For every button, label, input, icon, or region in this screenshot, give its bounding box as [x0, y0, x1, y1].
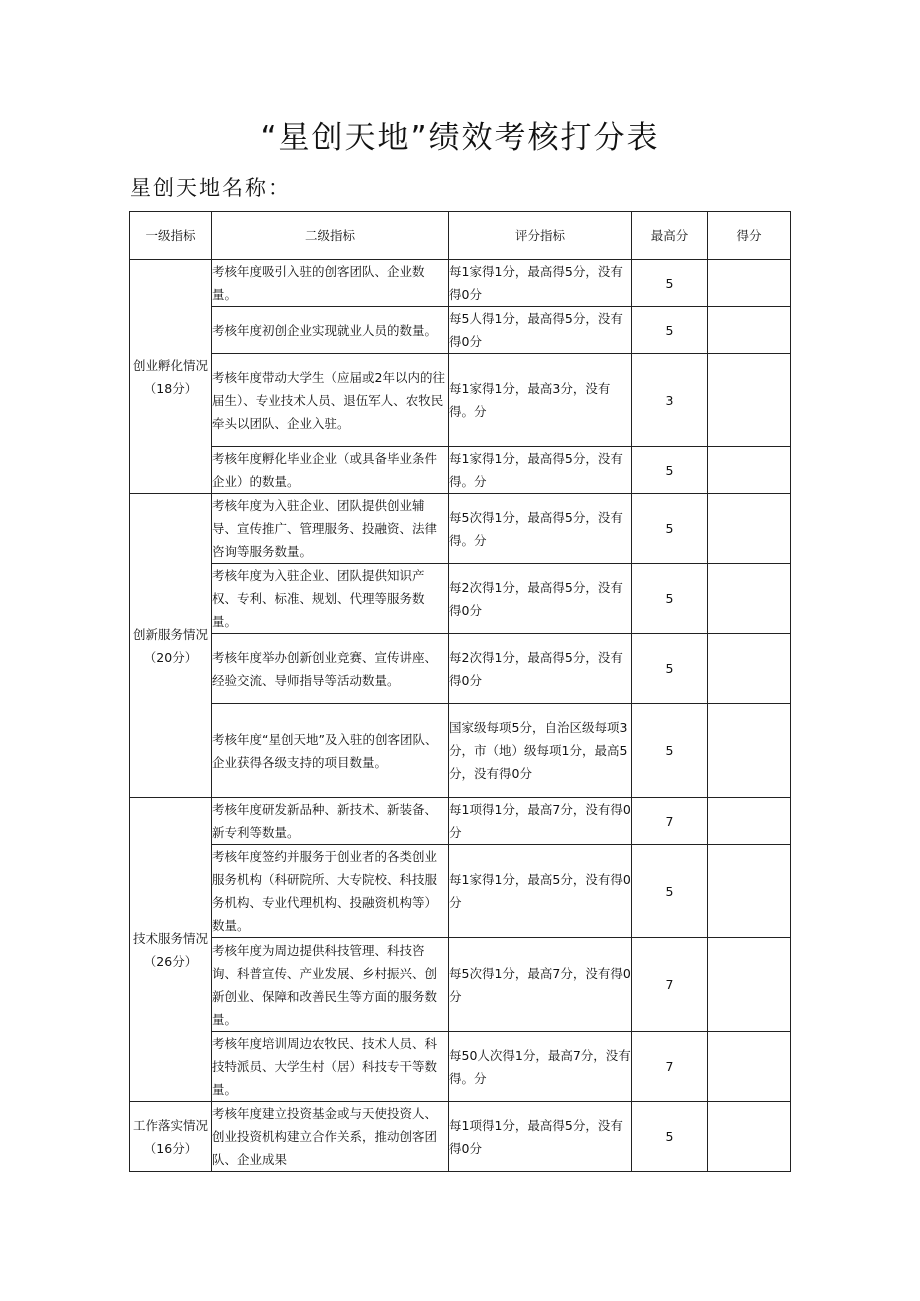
level1-cell: 技术服务情况（26分） — [130, 798, 212, 1102]
indicator-cell: 考核年度孵化毕业企业（或具备毕业条件企业）的数量。 — [212, 447, 449, 494]
table-row — [130, 447, 791, 494]
indicator-cell: 考核年度签约并服务于创业者的各类创业服务机构（科研院所、大专院校、科技服务机构、专业代理机构、投融资机构等）数量。 — [212, 845, 449, 938]
header-row — [130, 212, 791, 260]
max-score-cell: 5 — [632, 634, 708, 704]
max-score-cell: 7 — [632, 798, 708, 845]
level1-cell: 创业孵化情况（18分） — [130, 260, 212, 494]
indicator-cell: 考核年度吸引入驻的创客团队、企业数量。 — [212, 260, 449, 307]
max-score-cell: 7 — [632, 1032, 708, 1102]
max-score-cell: 5 — [632, 1102, 708, 1172]
score-input-cell[interactable] — [708, 938, 791, 1032]
table-row — [130, 938, 791, 1032]
criteria-cell: 每2次得1分，最高得5分，没有得0分 — [449, 634, 632, 704]
max-score-cell: 5 — [632, 307, 708, 354]
score-input-cell[interactable] — [708, 260, 791, 307]
score-input-cell[interactable] — [708, 798, 791, 845]
criteria-cell: 每5次得1分，最高得5分，没有得。分 — [449, 494, 632, 564]
table-row — [130, 307, 791, 354]
table-row — [130, 1032, 791, 1102]
criteria-cell: 每1家得1分，最高得5分，没有得。分 — [449, 447, 632, 494]
criteria-cell: 每1项得1分，最高得5分，没有得0分 — [449, 1102, 632, 1172]
max-score-cell: 5 — [632, 447, 708, 494]
criteria-cell: 每2次得1分，最高得5分，没有得0分 — [449, 564, 632, 634]
indicator-cell: 考核年度“星创天地”及入驻的创客团队、企业获得各级支持的项目数量。 — [212, 704, 449, 798]
level1-cell: 工作落实情况（16分） — [130, 1102, 212, 1172]
indicator-cell: 考核年度举办创新创业竞赛、宣传讲座、经验交流、导师指导等活动数量。 — [212, 634, 449, 704]
indicator-cell: 考核年度为周边提供科技管理、科技咨询、科普宣传、产业发展、乡村振兴、创新创业、保障和改善民生等方面的服务数量。 — [212, 938, 449, 1032]
table-row — [130, 564, 791, 634]
score-input-cell[interactable] — [708, 307, 791, 354]
indicator-cell: 考核年度初创企业实现就业人员的数量。 — [212, 307, 449, 354]
indicator-cell: 考核年度为入驻企业、团队提供知识产权、专利、标准、规划、代理等服务数量。 — [212, 564, 449, 634]
indicator-cell: 考核年度建立投资基金或与天使投资人、创业投资机构建立合作关系，推动创客团队、企业成果 — [212, 1102, 449, 1172]
score-input-cell[interactable] — [708, 447, 791, 494]
table-row — [130, 798, 791, 845]
max-score-cell: 5 — [632, 845, 708, 938]
indicator-cell: 考核年度培训周边农牧民、技术人员、科技特派员、大学生村（居）科技专干等数量。 — [212, 1032, 449, 1102]
table-row — [130, 494, 791, 564]
score-input-cell[interactable] — [708, 494, 791, 564]
indicator-cell: 考核年度为入驻企业、团队提供创业辅导、宣传推广、管理服务、投融资、法律咨询等服务数量。 — [212, 494, 449, 564]
score-input-cell[interactable] — [708, 1102, 791, 1172]
criteria-cell: 国家级每项5分，自治区级每项3分，市（地）级每项1分，最高5分，没有得0分 — [449, 704, 632, 798]
header-criteria: 评分指标 — [449, 212, 632, 260]
criteria-cell: 每1家得1分，最高得5分，没有得0分 — [449, 260, 632, 307]
criteria-cell: 每5次得1分，最高7分，没有得0分 — [449, 938, 632, 1032]
score-input-cell[interactable] — [708, 634, 791, 704]
criteria-cell: 每1项得1分，最高7分，没有得0分 — [449, 798, 632, 845]
name-label: 星创天地名称： — [130, 176, 291, 200]
table-row — [130, 845, 791, 938]
max-score-cell: 5 — [632, 704, 708, 798]
score-input-cell[interactable] — [708, 354, 791, 447]
table-row — [130, 354, 791, 447]
table-row — [130, 260, 791, 307]
level1-cell: 创新服务情况（20分） — [130, 494, 212, 798]
score-input-cell[interactable] — [708, 1032, 791, 1102]
table-row — [130, 704, 791, 798]
table-row — [130, 1102, 791, 1172]
max-score-cell: 7 — [632, 938, 708, 1032]
header-level1: 一级指标 — [130, 212, 212, 260]
score-table — [129, 211, 791, 1172]
table-row — [130, 634, 791, 704]
criteria-cell: 每1家得1分，最高5分，没有得0分 — [449, 845, 632, 938]
criteria-cell: 每5人得1分，最高得5分，没有得0分 — [449, 307, 632, 354]
indicator-cell: 考核年度带动大学生（应届或2年以内的往届生）、专业技术人员、退伍军人、农牧民牵头以团队、企业入驻。 — [212, 354, 449, 447]
max-score-cell: 3 — [632, 354, 708, 447]
page-title: “星创天地”绩效考核打分表 — [260, 120, 660, 156]
max-score-cell: 5 — [632, 260, 708, 307]
header-max: 最高分 — [632, 212, 708, 260]
indicator-cell: 考核年度研发新品种、新技术、新装备、新专利等数量。 — [212, 798, 449, 845]
header-score: 得分 — [708, 212, 791, 260]
max-score-cell: 5 — [632, 494, 708, 564]
criteria-cell: 每1家得1分，最高3分，没有得。分 — [449, 354, 632, 447]
max-score-cell: 5 — [632, 564, 708, 634]
header-level2: 二级指标 — [212, 212, 449, 260]
score-input-cell[interactable] — [708, 564, 791, 634]
score-input-cell[interactable] — [708, 704, 791, 798]
criteria-cell: 每50人次得1分，最高7分，没有得。分 — [449, 1032, 632, 1102]
score-input-cell[interactable] — [708, 845, 791, 938]
